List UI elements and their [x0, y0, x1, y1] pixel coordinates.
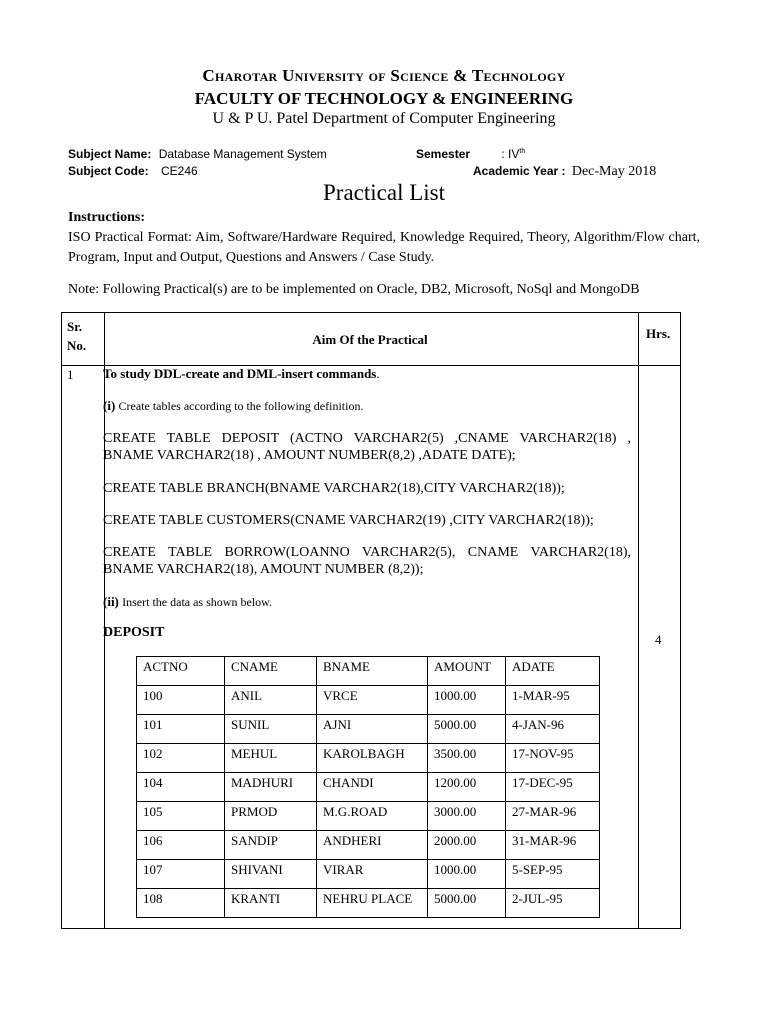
academic-year-value: Dec-May 2018 [571, 164, 657, 179]
col-header-aim: Aim Of the Practical [312, 332, 428, 347]
sql-create-deposit: CREATE TABLE DEPOSIT (ACTNO VARCHAR2(5) ,CNAME VARCHAR2(18) , BNAME VARCHAR2(18) , AMOUNT NUMBER(8,2) ,ADATE DATE); [103, 431, 631, 463]
col-header-sr: Sr. No. [67, 319, 87, 353]
subject-code-label: Subject Code: [68, 164, 149, 178]
semester-value: : IVth [501, 147, 526, 161]
deposit-header-cell: BNAME [317, 657, 428, 686]
table-cell: 3500.00 [428, 744, 506, 773]
note-text: Note: Following Practical(s) are to be implemented on Oracle, DB2, Microsoft, NoSql and MongoDB [68, 282, 640, 297]
aim-title: To study DDL-create and DML-insert commands. [103, 366, 380, 381]
part-i: (i) Create tables according to the following definition. [103, 398, 364, 413]
table-cell: 5000.00 [428, 715, 506, 744]
table-cell: 5-SEP-95 [506, 860, 600, 889]
table-row [137, 686, 600, 715]
table-cell: M.G.ROAD [317, 802, 428, 831]
table-cell: AJNI [317, 715, 428, 744]
col-divider [638, 313, 639, 928]
table-row [137, 860, 600, 889]
table-cell: 108 [137, 889, 225, 918]
faculty-name: FACULTY OF TECHNOLOGY & ENGINEERING [194, 89, 574, 108]
table-cell: 2000.00 [428, 831, 506, 860]
table-cell: 4-JAN-96 [506, 715, 600, 744]
table-cell: ANIL [225, 686, 317, 715]
row-sr-number: 1 [67, 367, 74, 382]
table-cell: NEHRU PLACE [317, 889, 428, 918]
deposit-header-cell: ADATE [506, 657, 600, 686]
deposit-heading: DEPOSIT [103, 625, 165, 640]
subject-code-row [68, 164, 198, 178]
table-cell: SHIVANI [225, 860, 317, 889]
part-ii: (ii) Insert the data as shown below. [103, 594, 272, 609]
table-cell: 105 [137, 802, 225, 831]
table-cell: KAROLBAGH [317, 744, 428, 773]
table-cell: VRCE [317, 686, 428, 715]
table-cell: 102 [137, 744, 225, 773]
table-cell: MEHUL [225, 744, 317, 773]
table-cell: 5000.00 [428, 889, 506, 918]
table-row [137, 889, 600, 918]
table-cell: ANDHERI [317, 831, 428, 860]
table-cell: 100 [137, 686, 225, 715]
deposit-header-cell: CNAME [225, 657, 317, 686]
table-cell: 1-MAR-95 [506, 686, 600, 715]
university-name: Charotar University of Science & Technology [202, 66, 566, 85]
deposit-header-row [137, 657, 600, 686]
table-row [137, 773, 600, 802]
table-row [137, 831, 600, 860]
table-row [137, 715, 600, 744]
semester-label: Semester [416, 147, 471, 161]
table-row [137, 802, 600, 831]
instructions-heading: Instructions: [68, 210, 146, 225]
table-cell: SANDIP [225, 831, 317, 860]
sql-create-borrow: CREATE TABLE BORROW(LOANNO VARCHAR2(5), CNAME VARCHAR2(18), BNAME VARCHAR2(18), AMOUNT NUMBER (8,2)); [103, 545, 631, 577]
sql-create-branch: CREATE TABLE BRANCH(BNAME VARCHAR2(18),CITY VARCHAR2(18)); [103, 481, 565, 496]
table-cell: CHANDI [317, 773, 428, 802]
academic-year-label: Academic Year : [473, 164, 566, 178]
department-name: U & P U. Patel Department of Computer Engineering [212, 110, 556, 127]
deposit-header-cell: AMOUNT [428, 657, 506, 686]
table-cell: 2-JUL-95 [506, 889, 600, 918]
table-cell: 106 [137, 831, 225, 860]
subject-name-label: Subject Name: [68, 147, 152, 161]
table-cell: MADHURI [225, 773, 317, 802]
table-cell: KRANTI [225, 889, 317, 918]
table-row [137, 744, 600, 773]
page-title: Practical List [323, 180, 445, 205]
table-cell: 17-NOV-95 [506, 744, 600, 773]
col-header-hrs: Hrs. [646, 326, 671, 341]
table-cell: 3000.00 [428, 802, 506, 831]
table-cell: PRMOD [225, 802, 317, 831]
table-cell: 1200.00 [428, 773, 506, 802]
instructions-text: ISO Practical Format: Aim, Software/Hardware Required, Knowledge Required, Theory, Algorithm/Flow chart, Program, Input and Output, Questions and Answers / Case Study. [68, 230, 700, 265]
deposit-table [136, 656, 600, 918]
table-cell: 17-DEC-95 [506, 773, 600, 802]
semester-row [416, 147, 525, 161]
academic-year-row [473, 164, 656, 180]
table-cell: 104 [137, 773, 225, 802]
table-cell: SUNIL [225, 715, 317, 744]
table-cell: 31-MAR-96 [506, 831, 600, 860]
table-cell: 1000.00 [428, 860, 506, 889]
table-cell: 27-MAR-96 [506, 802, 600, 831]
table-cell: 107 [137, 860, 225, 889]
table-cell: 101 [137, 715, 225, 744]
table-cell: 1000.00 [428, 686, 506, 715]
subject-name-row [68, 147, 327, 161]
subject-name-value: Database Management System [158, 147, 327, 161]
sql-create-customers: CREATE TABLE CUSTOMERS(CNAME VARCHAR2(19) ,CITY VARCHAR2(18)); [103, 513, 594, 528]
subject-code-value: CE246 [161, 164, 198, 178]
deposit-header-cell: ACTNO [137, 657, 225, 686]
row-hours: 4 [655, 632, 662, 647]
table-cell: VIRAR [317, 860, 428, 889]
